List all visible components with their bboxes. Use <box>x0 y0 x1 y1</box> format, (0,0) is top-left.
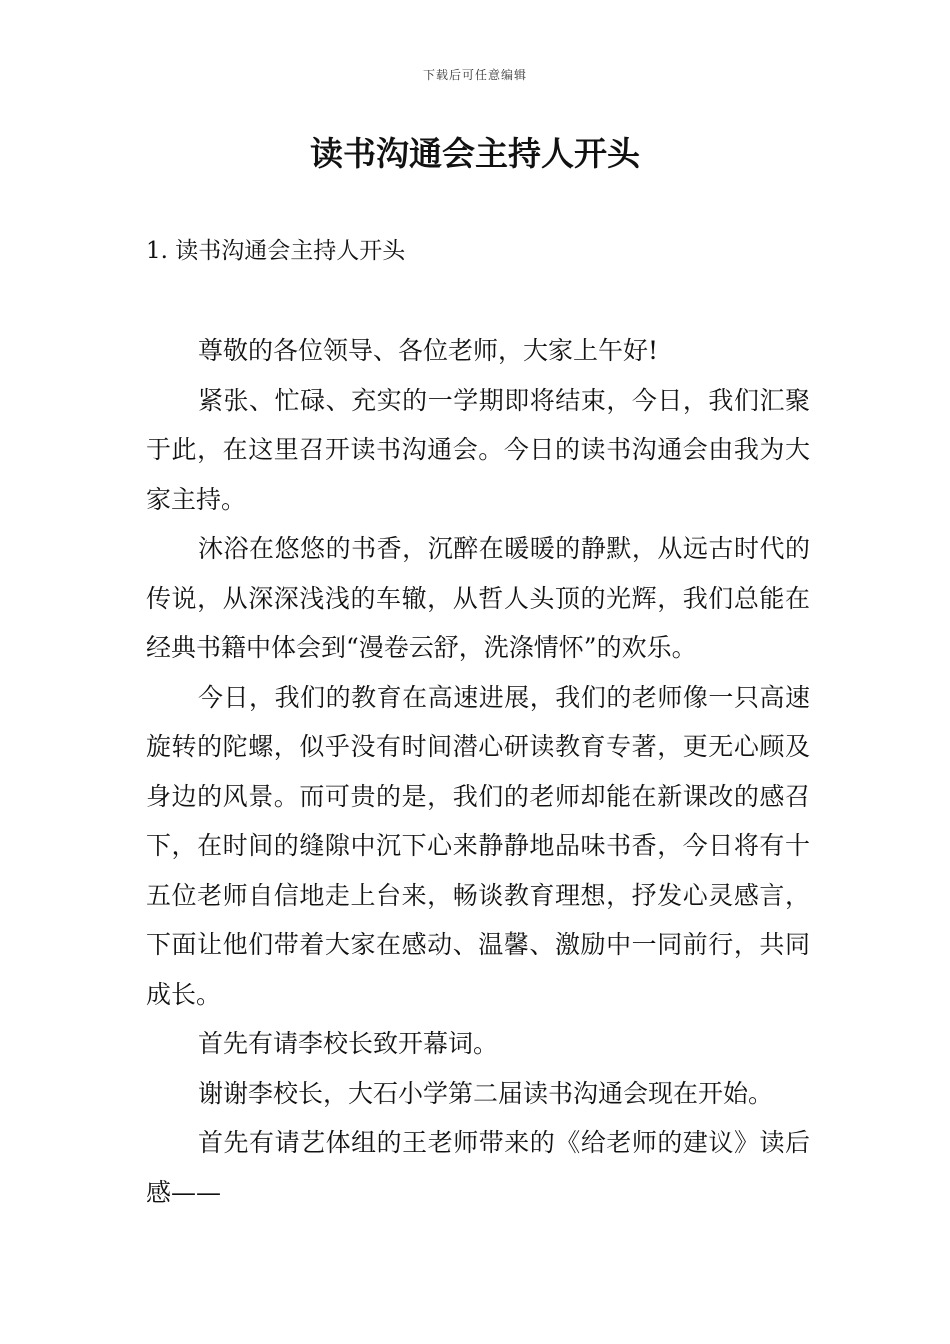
document-title: 读书沟通会主持人开头 <box>310 134 640 173</box>
section-heading: 1. 读书沟通会主持人开头 <box>146 238 406 264</box>
paragraph-opening-speech: 首先有请李校长致开幕词。 <box>198 1029 499 1058</box>
paragraph-start: 谢谢李校长，大石小学第二届读书沟通会现在开始。 <box>198 1078 774 1108</box>
paragraph-education: 今日，我们的教育在高速进展，我们的老师像一只高速旋转的陀螺，似乎没有时间潜心研读教育专著，更无心顾及身边的风景。而可贵的是，我们的老师却能在新课改的感召下，在时间的缝隙中沉下心来静静地品味书香，今日将有十五位老师自信地走上台来，畅谈教育理想，抒发心灵感言，下面让他们带着大家在感动、温馨、激励中一同前行，共同成长。 <box>146 682 810 1009</box>
document-body <box>146 326 810 1217</box>
paragraph-intro: 紧张、忙碌、充实的一学期即将结束，今日，我们汇聚于此，在这里召开读书沟通会。今日的读书沟通会由我为大家主持。 <box>146 385 810 514</box>
paragraph-first-speaker: 首先有请艺体组的王老师带来的《给老师的建议》读后感—— <box>146 1128 810 1207</box>
paragraph-reading: 沐浴在悠悠的书香，沉醉在暖暖的静默，从远古时代的传说，从深深浅浅的车辙，从哲人头顶的光辉，我们总能在经典书籍中体会到“漫卷云舒，洗涤情怀”的欢乐。 <box>146 534 810 662</box>
header-note: 下载后可任意编辑 <box>422 68 527 82</box>
paragraph-greeting: 尊敬的各位领导、各位老师，大家上午好! <box>198 336 659 365</box>
